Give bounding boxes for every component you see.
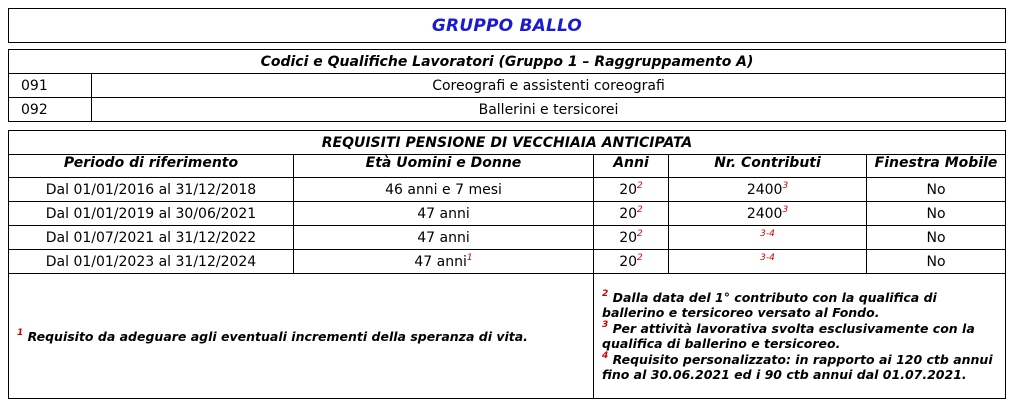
table-row: [9, 226, 1006, 250]
title-bar: [8, 8, 1006, 43]
contributions-cell: 3-4: [669, 250, 867, 274]
age-cell: 47 anni$^1$: [294, 250, 594, 274]
qualification-cell: Ballerini e tersicorei: [92, 98, 1006, 122]
contributions-cell: 2400$^3$: [669, 202, 867, 226]
table-row: [9, 250, 1006, 274]
years-cell: $20^2$: [594, 202, 669, 226]
column-header-period: Periodo di riferimento: [9, 155, 294, 178]
column-header-years: Anni: [594, 155, 669, 178]
age-cell: 47 anni: [294, 226, 594, 250]
period-cell: Dal 01/01/2019 al 30/06/2021: [9, 202, 294, 226]
age-cell: 46 anni e 7 mesi: [294, 178, 594, 202]
period-cell: Dal 01/07/2021 al 31/12/2022: [9, 226, 294, 250]
column-header-age: Età Uomini e Donne: [294, 155, 594, 178]
period-cell: Dal 01/01/2023 al 31/12/2024: [9, 250, 294, 274]
table-row: [9, 98, 1006, 122]
column-header-window: Finestra Mobile: [867, 155, 1006, 178]
page-title: GRUPPO BALLO: [431, 15, 583, 36]
notes-list: [594, 274, 1006, 399]
period-cell: Dal 01/01/2016 al 31/12/2018: [9, 178, 294, 202]
column-header-contributions: Nr. Contributi: [669, 155, 867, 178]
note-3: $^3$ Per attività lavorativa svolta esclusivamente con la qualifica di ballerino e tersicoreo.: [602, 319, 975, 351]
window-cell: No: [867, 226, 1006, 250]
years-cell: $20^2$: [594, 178, 669, 202]
note-1: $^1$ Requisito da adeguare agli eventuali incrementi della speranza di vita.: [9, 274, 594, 399]
table-row: [9, 202, 1006, 226]
contributions-cell: 2400$^3$: [669, 178, 867, 202]
code-cell: 092: [9, 98, 92, 122]
requisites-table: [8, 130, 1006, 399]
qualification-cell: Coreografi e assistenti coreografi: [92, 74, 1006, 98]
age-cell: 47 anni: [294, 202, 594, 226]
note-4: $^4$ Requisito personalizzato: in rapporto ai 120 ctb annui fino al 30.06.2021 ed i 90 ctb annui dal 01.07.2021.: [602, 350, 993, 382]
table-row: [9, 74, 1006, 98]
requisites-section: [8, 130, 1006, 399]
window-cell: No: [867, 202, 1006, 226]
codes-table: [8, 49, 1006, 122]
years-cell: $20^2$: [594, 226, 669, 250]
table-row: [9, 178, 1006, 202]
code-cell: 091: [9, 74, 92, 98]
window-cell: No: [867, 178, 1006, 202]
window-cell: No: [867, 250, 1006, 274]
note-2: $^2$ Dalla data del 1° contributo con la qualifica di ballerino e tersicoreo versato al Fondo.: [602, 288, 937, 320]
contributions-cell: 3-4: [669, 226, 867, 250]
requisites-header: REQUISITI PENSIONE DI VECCHIAIA ANTICIPATA: [9, 131, 1006, 155]
codes-section: [8, 49, 1006, 122]
codes-header: Codici e Qualifiche Lavoratori (Gruppo 1 – Raggruppamento A): [9, 50, 1006, 74]
years-cell: $20^2$: [594, 250, 669, 274]
